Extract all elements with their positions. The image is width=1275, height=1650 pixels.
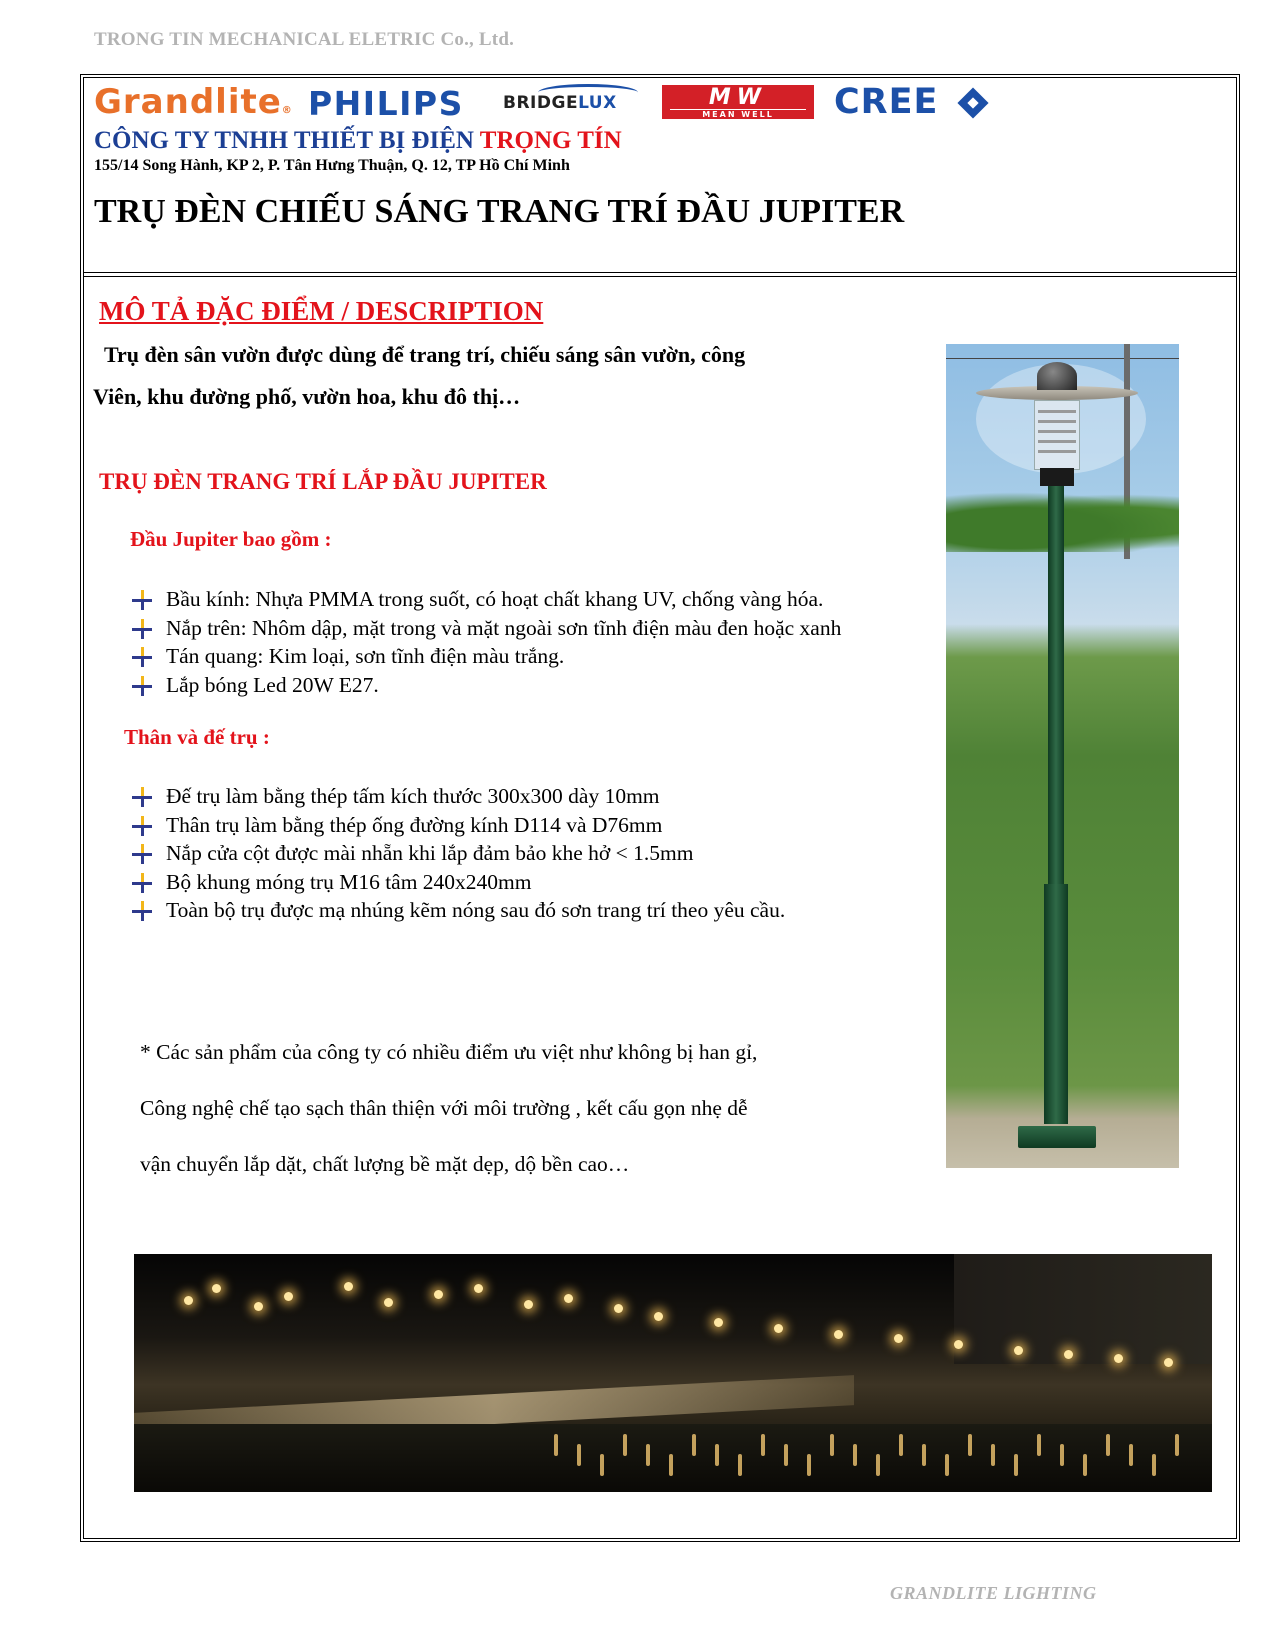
intro-line-2: Viên, khu đường phố, vườn hoa, khu đô thị… — [93, 384, 521, 409]
arrow-bullet-icon — [132, 873, 152, 893]
list-item: Bộ khung móng trụ M16 tâm 240x240mm — [130, 868, 785, 897]
street-light — [254, 1302, 263, 1311]
list-item: Lắp bóng Led 20W E27. — [130, 671, 841, 700]
photo-wire — [946, 358, 1179, 359]
street-light — [284, 1292, 293, 1301]
lamp-dome — [1037, 362, 1077, 390]
street-light — [1064, 1350, 1073, 1359]
light-reflection — [899, 1434, 903, 1456]
header-separator — [83, 272, 1237, 273]
list-item: Đế trụ làm bằng thép tấm kích thước 300x300 dày 10mm — [130, 782, 785, 811]
grandlite-logo: Grandlite® — [94, 82, 293, 122]
street-light — [774, 1324, 783, 1333]
street-light — [524, 1300, 533, 1309]
light-reflection — [692, 1434, 696, 1456]
arrow-bullet-icon — [132, 816, 152, 836]
lamp-neck — [1040, 468, 1074, 486]
light-reflection — [1037, 1434, 1041, 1456]
page-title: TRỤ ĐÈN CHIẾU SÁNG TRANG TRÍ ĐẦU JUPITER — [94, 193, 905, 230]
light-reflection — [945, 1454, 949, 1476]
light-reflection — [761, 1434, 765, 1456]
note-line-1: * Các sản phẩm của công ty có nhiều điểm ưu việt như không bị han gỉ, — [140, 1040, 758, 1064]
street-light — [1014, 1346, 1023, 1355]
arrow-bullet-icon — [132, 676, 152, 696]
cree-logo: CREE — [834, 82, 939, 122]
light-reflection — [554, 1434, 558, 1456]
arrow-bullet-icon — [132, 647, 152, 667]
arrow-bullet-icon — [132, 844, 152, 864]
body-group-title: Thân và đế trụ : — [124, 725, 270, 749]
light-reflection — [876, 1454, 880, 1476]
street-light — [212, 1284, 221, 1293]
street-light — [894, 1334, 903, 1343]
light-reflection — [991, 1444, 995, 1466]
light-reflection — [1060, 1444, 1064, 1466]
lamp-pole-lower — [1044, 884, 1068, 1124]
light-reflection — [738, 1454, 742, 1476]
globe-rib — [1038, 420, 1076, 423]
globe-rib — [1038, 430, 1076, 433]
street-light — [954, 1340, 963, 1349]
arrow-bullet-icon — [132, 619, 152, 639]
list-item: Bầu kính: Nhựa PMMA trong suốt, có hoạt chất khang UV, chống vàng hóa. — [130, 585, 841, 614]
list-item: Nắp cửa cột được mài nhẵn khi lắp đảm bảo khe hở < 1.5mm — [130, 839, 785, 868]
arrow-bullet-icon — [132, 901, 152, 921]
intro-line-1: Trụ đèn sân vườn được dùng để trang trí, chiếu sáng sân vườn, công — [104, 342, 746, 367]
light-reflection — [600, 1454, 604, 1476]
light-reflection — [669, 1454, 673, 1476]
street-light — [564, 1294, 573, 1303]
arrow-bullet-icon — [132, 787, 152, 807]
street-light — [714, 1318, 723, 1327]
night-street-photo — [134, 1254, 1212, 1492]
company-address: 155/14 Song Hành, KP 2, P. Tân Hưng Thuận, Q. 12, TP Hồ Chí Minh — [94, 157, 570, 174]
street-light — [1164, 1358, 1173, 1367]
header-company-en: TRONG TIN MECHANICAL ELETRIC Co., Ltd. — [94, 29, 515, 50]
light-reflection — [1106, 1434, 1110, 1456]
street-light — [434, 1290, 443, 1299]
globe-rib — [1038, 440, 1076, 443]
note-line-3: vận chuyển lắp dặt, chất lượng bề mặt dẹp, dộ bền cao… — [140, 1152, 630, 1176]
light-reflection — [1152, 1454, 1156, 1476]
globe-rib — [1038, 410, 1076, 413]
light-reflection — [968, 1434, 972, 1456]
lamp-product-photo — [946, 344, 1179, 1168]
light-reflection — [1129, 1444, 1133, 1466]
list-item: Nắp trên: Nhôm dập, mặt trong và mặt ngoài sơn tĩnh điện màu đen hoặc xanh — [130, 614, 841, 643]
header-separator-double — [83, 276, 1237, 277]
street-light — [834, 1330, 843, 1339]
light-reflection — [577, 1444, 581, 1466]
philips-logo: PHILIPS — [308, 84, 464, 123]
company-name: CÔNG TY TNHH THIẾT BỊ ĐIỆN TRỌNG TÍN — [94, 127, 622, 154]
light-reflection — [623, 1434, 627, 1456]
street-light — [344, 1282, 353, 1291]
light-reflection — [715, 1444, 719, 1466]
list-item: Thân trụ làm bằng thép ống đường kính D114 và D76mm — [130, 811, 785, 840]
photo-water — [134, 1424, 1212, 1492]
arrow-bullet-icon — [132, 590, 152, 610]
light-reflection — [646, 1444, 650, 1466]
description-heading: MÔ TẢ ĐẶC ĐIỂM / DESCRIPTION — [99, 296, 544, 326]
list-item: Tán quang: Kim loại, sơn tĩnh điện màu trắng. — [130, 642, 841, 671]
light-reflection — [1014, 1454, 1018, 1476]
light-reflection — [830, 1434, 834, 1456]
street-light — [1114, 1354, 1123, 1363]
street-light — [384, 1298, 393, 1307]
product-sub-heading: TRỤ ĐÈN TRANG TRÍ LẮP ĐẦU JUPITER — [99, 469, 547, 494]
light-reflection — [784, 1444, 788, 1466]
street-light — [614, 1304, 623, 1313]
street-light — [474, 1284, 483, 1293]
globe-rib — [1038, 450, 1076, 453]
photo-skyline — [954, 1254, 1212, 1364]
lamp-base-plate — [1018, 1126, 1096, 1148]
head-group-list — [130, 585, 841, 699]
head-group-title: Đầu Jupiter bao gồm : — [130, 527, 332, 551]
light-reflection — [807, 1454, 811, 1476]
meanwell-logo: MW MEAN WELL — [662, 85, 814, 119]
light-reflection — [922, 1444, 926, 1466]
light-reflection — [1083, 1454, 1087, 1476]
note-line-2: Công nghệ chế tạo sạch thân thiện với môi trường , kết cấu gọn nhẹ dễ — [140, 1096, 748, 1120]
street-light — [654, 1312, 663, 1321]
bridgelux-logo: BRIDGELUX — [503, 93, 617, 113]
body-group-list — [130, 782, 785, 925]
light-reflection — [853, 1444, 857, 1466]
list-item: Toàn bộ trụ được mạ nhúng kẽm nóng sau đó sơn trang trí theo yêu cầu. — [130, 896, 785, 925]
footer-brand: GRANDLITE LIGHTING — [890, 1583, 1097, 1603]
light-reflection — [1175, 1434, 1179, 1456]
street-light — [184, 1296, 193, 1305]
